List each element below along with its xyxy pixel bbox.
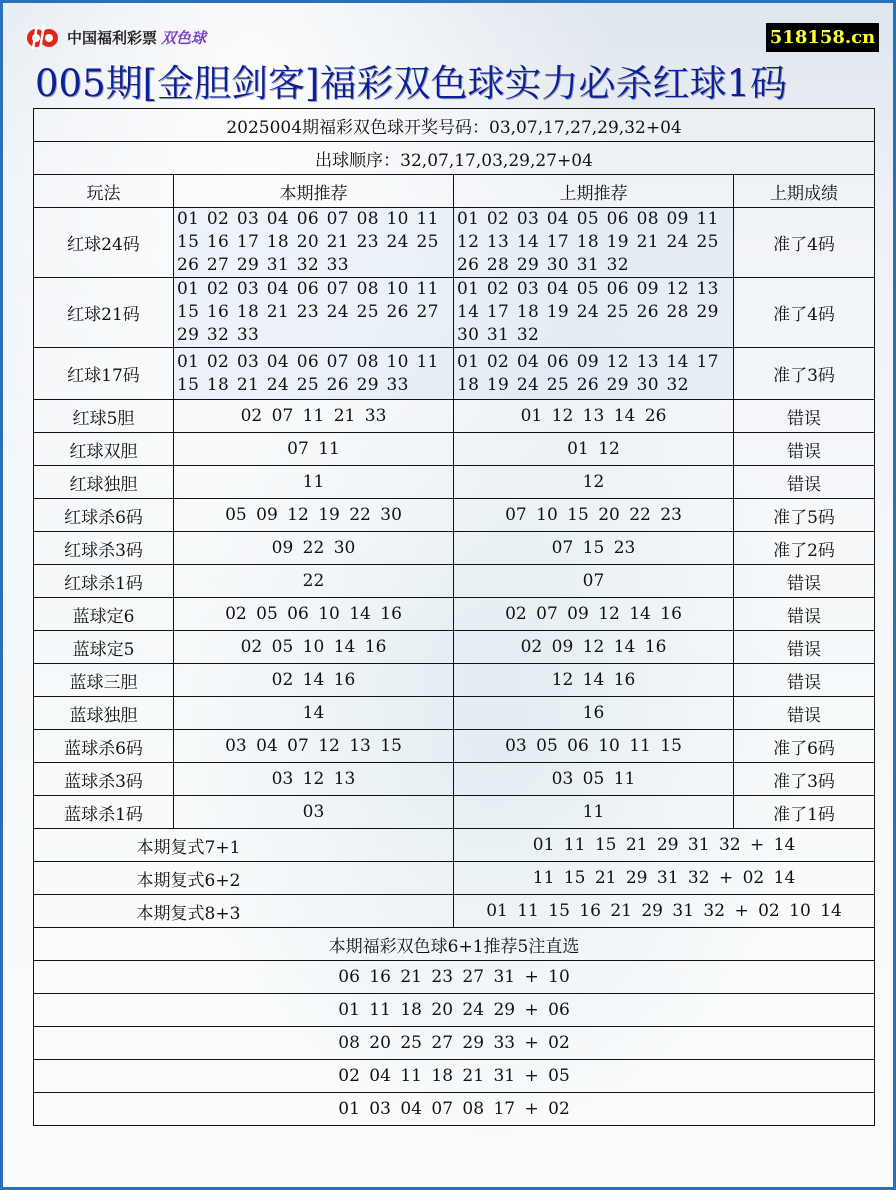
table-row	[34, 763, 875, 796]
play-name: 红球杀6码	[34, 499, 174, 532]
previous-numbers: 12 14 16	[454, 664, 734, 697]
winning-numbers: 2025004期福彩双色球开奖号码：03,07,17,27,29,32+04	[34, 109, 875, 142]
play-name: 红球5胆	[34, 400, 174, 433]
current-numbers: 22	[174, 565, 454, 598]
page-frame	[3, 3, 893, 1187]
previous-numbers: 01 12 13 14 26	[454, 400, 734, 433]
direct-pick: 01 03 04 07 08 17 + 02	[34, 1093, 875, 1126]
play-name: 红球杀1码	[34, 565, 174, 598]
direct-pick-row	[34, 961, 875, 994]
column-header-play: 玩法	[34, 175, 174, 208]
previous-result: 错误	[734, 433, 875, 466]
compound-row	[34, 862, 875, 895]
previous-numbers: 16	[454, 697, 734, 730]
previous-result: 准了5码	[734, 499, 875, 532]
compound-row	[34, 895, 875, 928]
column-header-previous: 上期推荐	[454, 175, 734, 208]
direct-pick-row	[34, 994, 875, 1027]
compound-label: 本期复式8+3	[34, 895, 454, 928]
previous-result: 准了6码	[734, 730, 875, 763]
previous-numbers: 01 02 04 06 09 12 13 14 17 18 19 24 25 26 29 30 32	[454, 348, 734, 400]
current-numbers: 09 22 30	[174, 532, 454, 565]
welfare-lottery-logo-icon	[23, 23, 63, 51]
current-numbers: 01 02 03 04 06 07 08 10 11 15 16 18 21 23 24 25 26 27 29 32 33	[174, 278, 454, 348]
direct-picks-title-row	[34, 928, 875, 961]
column-header-current: 本期推荐	[174, 175, 454, 208]
previous-numbers: 01 02 03 04 05 06 09 12 13 14 17 18 19 24 25 26 28 29 30 31 32	[454, 278, 734, 348]
compound-row	[34, 829, 875, 862]
direct-picks-title: 本期福彩双色球6+1推荐5注直选	[34, 928, 875, 961]
table-header	[34, 175, 875, 208]
previous-numbers: 12	[454, 466, 734, 499]
previous-result: 错误	[734, 565, 875, 598]
current-numbers: 11	[174, 466, 454, 499]
current-numbers: 03 04 07 12 13 15	[174, 730, 454, 763]
play-name: 蓝球杀6码	[34, 730, 174, 763]
table-row	[34, 466, 875, 499]
current-numbers: 01 02 03 04 06 07 08 10 11 15 16 17 18 20 21 23 24 25 26 27 29 31 32 33	[174, 208, 454, 278]
previous-numbers: 11	[454, 796, 734, 829]
logo-text: 中国福利彩票	[67, 28, 158, 47]
play-name: 红球杀3码	[34, 532, 174, 565]
play-name: 蓝球杀1码	[34, 796, 174, 829]
winning-numbers-row	[34, 109, 875, 142]
table-row	[34, 664, 875, 697]
current-numbers: 03	[174, 796, 454, 829]
previous-result: 准了3码	[734, 763, 875, 796]
table-row	[34, 278, 875, 348]
previous-numbers: 07	[454, 565, 734, 598]
previous-numbers: 01 12	[454, 433, 734, 466]
direct-pick: 06 16 21 23 27 31 + 10	[34, 961, 875, 994]
previous-numbers: 07 10 15 20 22 23	[454, 499, 734, 532]
previous-result: 准了4码	[734, 278, 875, 348]
previous-numbers: 03 05 11	[454, 763, 734, 796]
table-row	[34, 598, 875, 631]
previous-result: 错误	[734, 466, 875, 499]
logo-subtitle: 双色球	[161, 28, 207, 47]
previous-numbers: 02 09 12 14 16	[454, 631, 734, 664]
draw-order-row	[34, 142, 875, 175]
play-name: 红球双胆	[34, 433, 174, 466]
table-row	[34, 400, 875, 433]
previous-numbers: 02 07 09 12 14 16	[454, 598, 734, 631]
table-row	[34, 348, 875, 400]
previous-result: 错误	[734, 400, 875, 433]
table-row	[34, 532, 875, 565]
current-numbers: 02 07 11 21 33	[174, 400, 454, 433]
previous-numbers: 07 15 23	[454, 532, 734, 565]
previous-numbers: 03 05 06 10 11 15	[454, 730, 734, 763]
play-name: 蓝球杀3码	[34, 763, 174, 796]
direct-pick: 01 11 18 20 24 29 + 06	[34, 994, 875, 1027]
direct-pick: 08 20 25 27 29 33 + 02	[34, 1027, 875, 1060]
table-row	[34, 697, 875, 730]
previous-result: 错误	[734, 664, 875, 697]
current-numbers: 02 14 16	[174, 664, 454, 697]
current-numbers: 02 05 10 14 16	[174, 631, 454, 664]
prediction-table	[33, 108, 875, 1126]
table-row	[34, 730, 875, 763]
previous-result: 准了2码	[734, 532, 875, 565]
previous-result: 准了4码	[734, 208, 875, 278]
play-name: 蓝球定5	[34, 631, 174, 664]
previous-result: 准了3码	[734, 348, 875, 400]
current-numbers: 05 09 12 19 22 30	[174, 499, 454, 532]
draw-order: 出球顺序：32,07,17,03,29,27+04	[34, 142, 875, 175]
table-row	[34, 433, 875, 466]
direct-pick: 02 04 11 18 21 31 + 05	[34, 1060, 875, 1093]
play-name: 蓝球独胆	[34, 697, 174, 730]
direct-pick-row	[34, 1093, 875, 1126]
compound-numbers: 01 11 15 16 21 29 31 32 + 02 10 14	[454, 895, 875, 928]
table-row	[34, 631, 875, 664]
current-numbers: 07 11	[174, 433, 454, 466]
current-numbers: 14	[174, 697, 454, 730]
lottery-logo	[23, 23, 206, 51]
play-name: 蓝球定6	[34, 598, 174, 631]
compound-numbers: 11 15 21 29 31 32 + 02 14	[454, 862, 875, 895]
compound-numbers: 01 11 15 21 29 31 32 + 14	[454, 829, 875, 862]
current-numbers: 03 12 13	[174, 763, 454, 796]
table-row	[34, 796, 875, 829]
column-header-result: 上期成绩	[734, 175, 875, 208]
compound-label: 本期复式6+2	[34, 862, 454, 895]
direct-pick-row	[34, 1060, 875, 1093]
play-name: 蓝球三胆	[34, 664, 174, 697]
previous-numbers: 01 02 03 04 05 06 08 09 11 12 13 14 17 18 19 21 24 25 26 28 29 30 31 32	[454, 208, 734, 278]
play-name: 红球21码	[34, 278, 174, 348]
previous-result: 准了1码	[734, 796, 875, 829]
previous-result: 错误	[734, 598, 875, 631]
table-row	[34, 499, 875, 532]
site-badge[interactable]: 518158.cn	[766, 23, 879, 52]
direct-pick-row	[34, 1027, 875, 1060]
compound-label: 本期复式7+1	[34, 829, 454, 862]
previous-result: 错误	[734, 697, 875, 730]
current-numbers: 02 05 06 10 14 16	[174, 598, 454, 631]
table-row	[34, 208, 875, 278]
play-name: 红球独胆	[34, 466, 174, 499]
table-row	[34, 565, 875, 598]
current-numbers: 01 02 03 04 06 07 08 10 11 15 18 21 24 25 26 29 33	[174, 348, 454, 400]
previous-result: 错误	[734, 631, 875, 664]
play-name: 红球24码	[34, 208, 174, 278]
play-name: 红球17码	[34, 348, 174, 400]
page-title: 005期[金胆剑客]福彩双色球实力必杀红球1码	[35, 62, 788, 105]
